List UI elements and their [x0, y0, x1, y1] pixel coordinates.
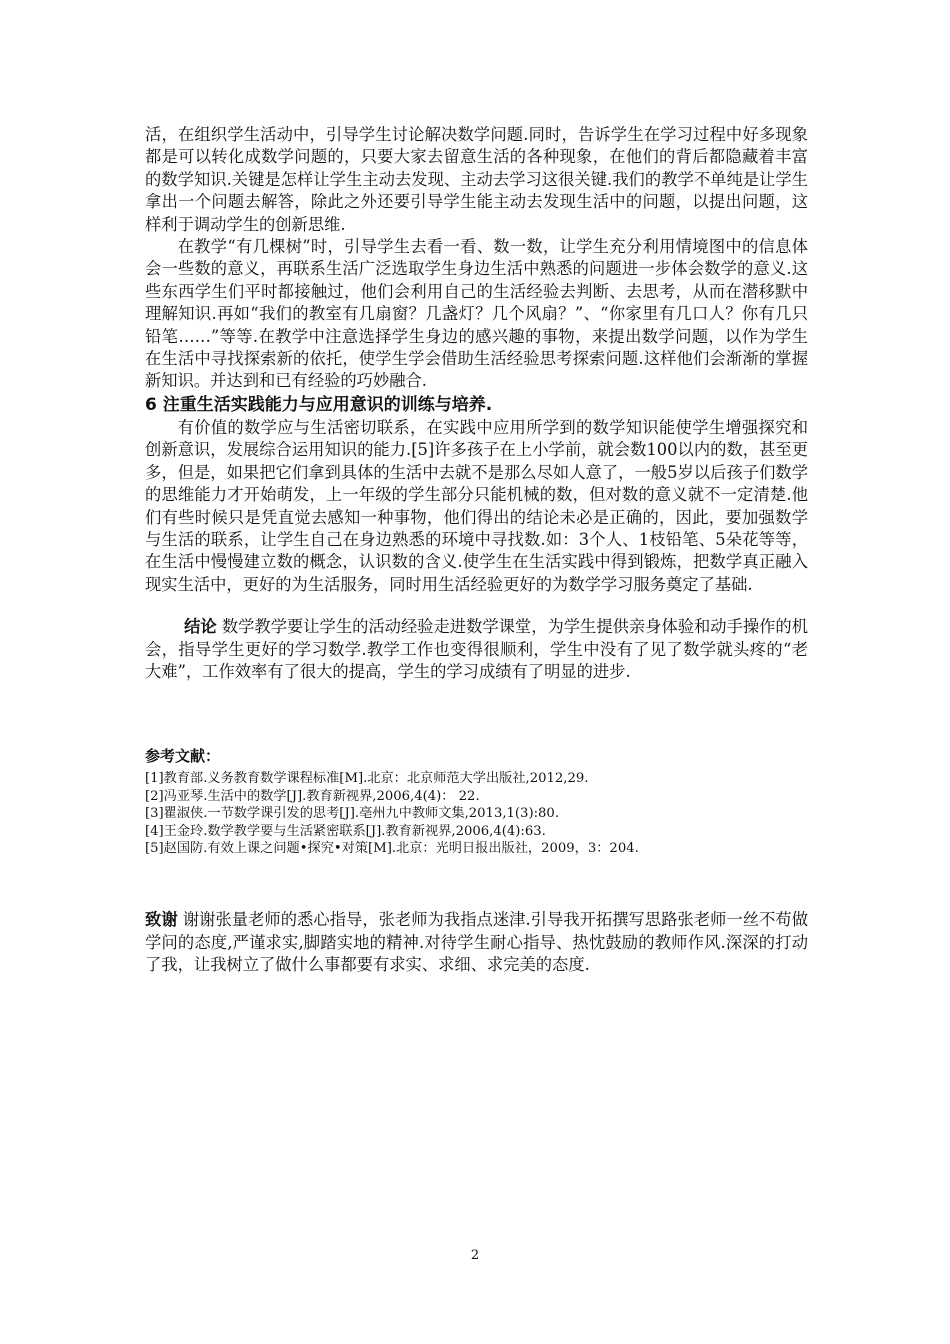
references-title: 参考文献：: [145, 747, 221, 766]
body-paragraph: 在教学“有几棵树”时，引导学生去看一看、数一数，让学生充分利用情境图中的信息体会一些数的意义，再联系生活广泛选取学生身边生活中熟悉的问题进一步体会数学的意义.这些东西学生们平时都接触过，他们会利用自己的生活经验去判断、去思考，从而在潜移默中理解知识.再如“我们的教室有几扇窗？几盏灯？几个风扇？”、“你家里有几口人？你有几只铅笔……”等等.在教学中注意选择学生身边的感兴趣的事物，来提出数学问题，以作为学生在生活中寻找探索新的依托，使学生学会借助生活经验思考探索问题.这样他们会渐渐的掌握新知识。并达到和已有经验的巧妙融合.: [145, 237, 808, 391]
acknowledgement-paragraph: [145, 909, 808, 976]
section-paragraph: 有价值的数学应与生活密切联系，在实践中应用所学到的数学知识能使学生增强探究和创新意识，发展综合运用知识的能力.[5]许多孩子在上小学前，就会数100以内的数，甚至更多，但是，如果把它们拿到具体的生活中去就不是那么尽如人意了，一般5岁以后孩子们数学的思维能力才开始萌发，上一年级的学生部分只能机械的数，但对数的意义就不一定清楚.他们有些时候只是凭直觉去感知一种事物，他们得出的结论未必是正确的，因此，要加强数学与生活的联系，让学生自己在身边熟悉的环境中寻找数.如：3个人、1枝铅笔、5朵花等等，在生活中慢慢建立数的概念，认识数的含义.使学生在生活实践中得到锻炼，把数学真正融入现实生活中，更好的为生活服务，同时用生活经验更好的为数学学习服务奠定了基础.: [145, 417, 808, 594]
reference-item: [3]瞿淑侠.一节数学课引发的思考[J].亳州九中教师文集,2013,1(3):80.: [145, 806, 560, 822]
body-paragraph: 活，在组织学生活动中，引导学生讨论解决数学问题.同时，告诉学生在学习过程中好多现象都是可以转化成数学问题的，只要大家去留意生活的各种现象，在他们的背后都隐藏着丰富的数学知识.关键是怎样让学生主动去发现、主动去学习这很关键.我们的教学不单纯是让学生拿出一个问题去解答，除此之外还要引导学生能主动去发现生活中的问题，以提出问题，这样利于调动学生的创新思维.: [145, 125, 808, 234]
page-number: 2: [470, 1248, 480, 1263]
reference-item: [4]王金玲.数学教学要与生活紧密联系[J].教育新视界,2006,4(4):63.: [145, 823, 546, 839]
section-heading: 6 注重生活实践能力与应用意识的训练与培养.: [145, 394, 493, 415]
conclusion-text: 数学教学要让学生的活动经验走进数学课堂，为学生提供亲身体验和动手操作的机会，指导学生更好的学习数学.教学工作也变得很顺利，学生中没有了见了数学就头疼的“老大难”，工作效率有了很大的提高，学生的学习成绩有了明显的进步.: [145, 617, 808, 681]
reference-item: [5]赵国防.有效上课之问题•探究•对策[M].北京：光明日报出版社，2009，3：204.: [145, 840, 639, 856]
acknowledgement-label: 致谢: [145, 910, 178, 930]
conclusion-paragraph: [145, 616, 808, 683]
acknowledgement-text: 谢谢张量老师的悉心指导，张老师为我指点迷津.引导我开拓撰写思路张老师一丝不苟做学问的态度,严谨求实,脚踏实地的精神.对待学生耐心指导、热忱鼓励的教师作风.深深的打动了我，让我树立了做什么事都要有求实、求细、求完美的态度.: [145, 910, 808, 975]
page-body: [145, 124, 808, 977]
reference-item: [2]冯亚琴.生活中的数学[J].教育新视界,2006,4(4)： 22.: [145, 788, 480, 804]
reference-item: [1]教育部.义务教育数学课程标准[M].北京：北京师范大学出版社,2012,29.: [145, 771, 589, 787]
references-list: [145, 770, 808, 857]
conclusion-label: 结论: [184, 617, 217, 637]
